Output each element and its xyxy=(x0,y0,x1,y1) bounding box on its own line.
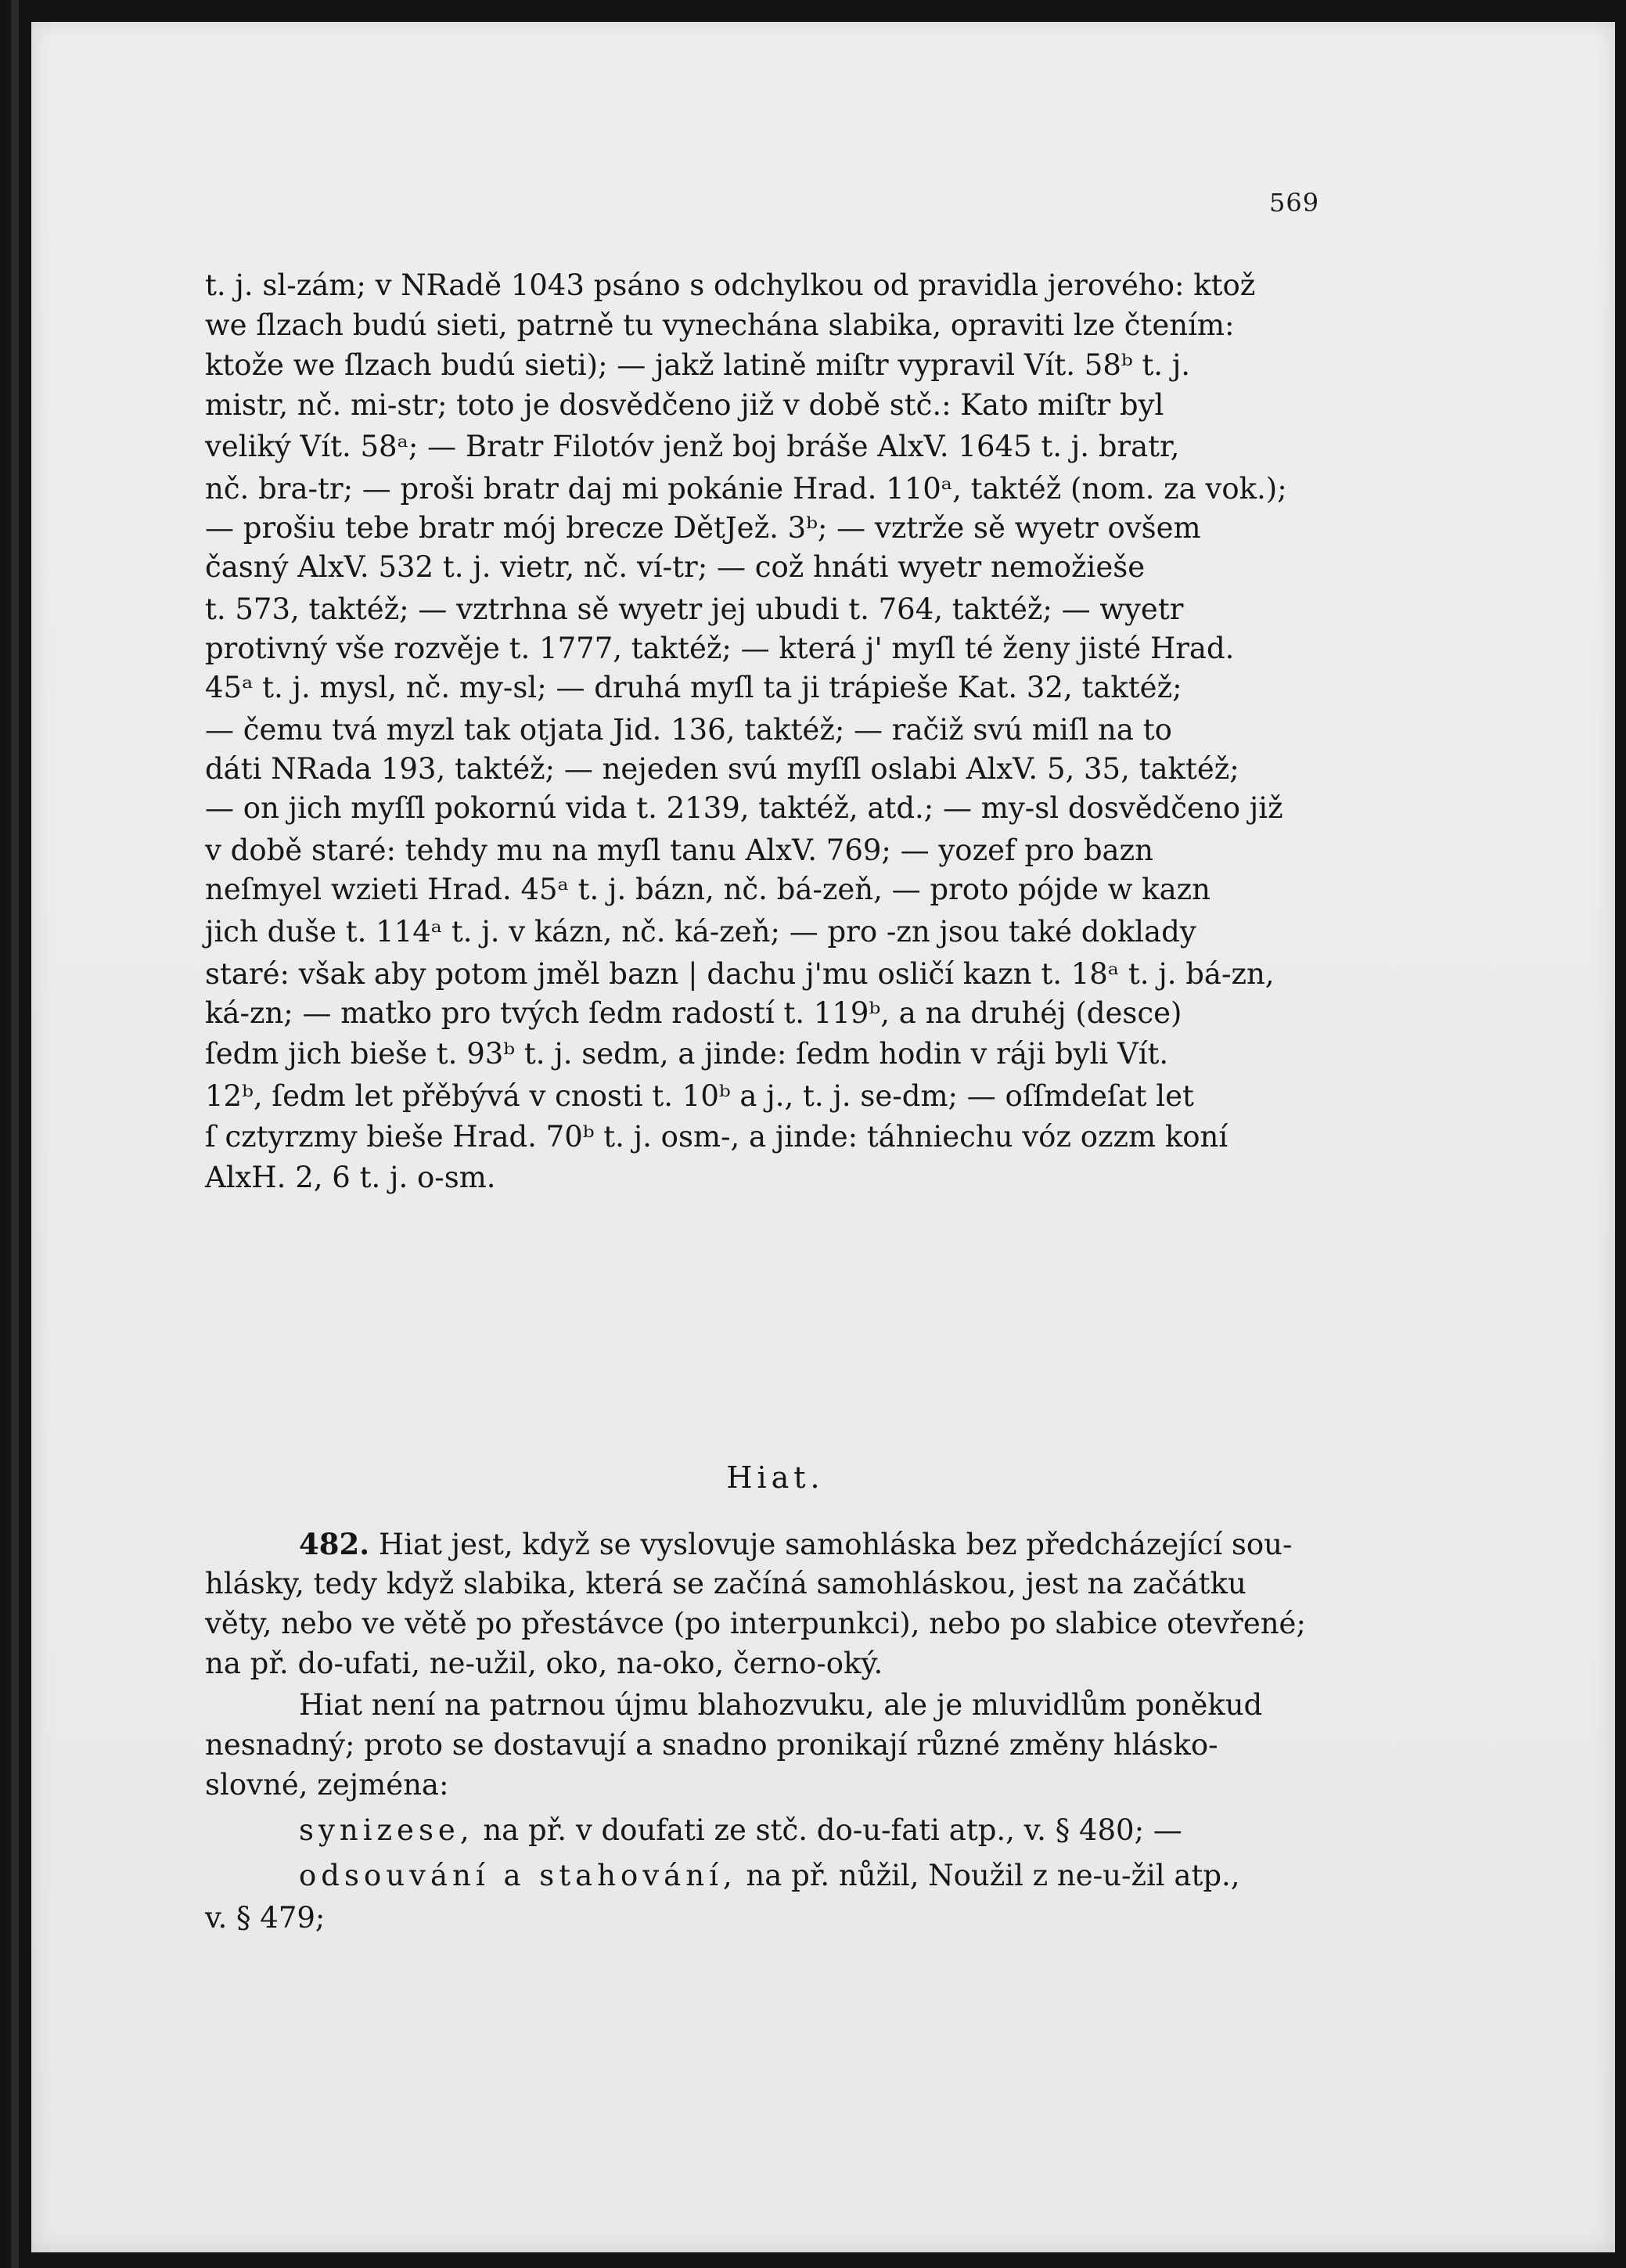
text-line: ká-zn; — matko pro tvých ſedm radostí t. 119ᵇ, a na druhéj (desce) xyxy=(205,996,1182,1030)
text-line: protivný vše rozvěje t. 1777, taktéž; — která j' myſl té ženy jisté Hrad. xyxy=(205,632,1235,665)
text-line: ktože we ſlzach budú sieti); — jakž latině miſtr vypravil Vít. 58ᵇ t. j. xyxy=(205,348,1191,382)
text-line: veliký Vít. 58ᵃ; — Bratr Filotóv jenž boj bráše AlxV. 1645 t. j. bratr, xyxy=(205,430,1180,463)
paragraph-number: 482. xyxy=(299,1527,370,1561)
text-line: v době staré: tehdy mu na myſl tanu AlxV. 769; — yozef pro bazn xyxy=(205,833,1153,867)
section-heading: Hiat. xyxy=(726,1460,825,1495)
text-line: mistr, nč. mi-str; toto je dosvědčeno již v době stč.: Kato miſtr byl xyxy=(205,388,1164,422)
text-line: staré: však aby potom jměl bazn | dachu j'mu osličí kazn t. 18ᵃ t. j. bá-zn, xyxy=(205,957,1275,991)
text-line: časný AlxV. 532 t. j. vietr, nč. ví-tr; — což hnáti wyetr nemožieše xyxy=(205,550,1146,584)
text-line: nesnadný; proto se dostavují a snadno pronikají různé změny hlásko- xyxy=(205,1728,1218,1762)
list-term: odsouvání a stahování, xyxy=(299,1859,737,1892)
text-line: 12ᵇ, ſedm let přěbývá v cnosti t. 10ᵇ a j., t. j. se-dm; — oſſmdeſat let xyxy=(205,1079,1194,1113)
text-line: na př. do-ufati, ne-užil, oko, na-oko, černo-oký. xyxy=(205,1647,883,1680)
text-line: — prošiu tebe bratr mój brecze DětJež. 3ᵇ; — vztrže sě wyetr ovšem xyxy=(205,511,1201,545)
text-line: we ſlzach budú sieti, patrně tu vynechána slabika, opraviti lze čtením: xyxy=(205,308,1235,342)
text-line: slovné, zejména: xyxy=(205,1768,449,1802)
text-line: — čemu tvá myzl tak otjata Jid. 136, taktéž; — račiž svú miſl na to xyxy=(205,713,1172,747)
list-item xyxy=(299,1856,1240,1895)
text-line: neſmyel wzieti Hrad. 45ᵃ t. j. bázn, nč. bá-zeň, — proto pójde w kazn xyxy=(205,873,1211,906)
text-line: ſedm jich bieše t. 93ᵇ t. j. sedm, a jinde: ſedm hodin v ráji byli Vít. xyxy=(205,1037,1169,1071)
list-item xyxy=(299,1811,1182,1850)
text-line: dáti NRada 193, taktéž; — nejeden svú myſſl oslabi AlxV. 5, 35, taktéž; xyxy=(205,752,1239,786)
text-line: věty, nebo ve větě po přestávce (po interpunkci), nebo po slabice otevřené; xyxy=(205,1607,1306,1640)
text-line: Hiat není na patrnou újmu blahozvuku, ale je mluvidlům poněkud xyxy=(299,1688,1263,1722)
list-text: na př. nůžil, Noužil z ne-u-žil atp., xyxy=(736,1859,1240,1892)
text-line xyxy=(299,1525,1292,1564)
text-line: 45ᵃ t. j. mysl, nč. my-sl; — druhá myſl ta ji trápieše Kat. 32, taktéž; xyxy=(205,671,1182,704)
page-number: 569 xyxy=(1269,188,1320,218)
text-line: ſ cztyrzmy bieše Hrad. 70ᵇ t. j. osm-, a jinde: táhniechu vóz ozzm koní xyxy=(205,1120,1228,1154)
text-line: AlxH. 2, 6 t. j. o-sm. xyxy=(205,1161,496,1194)
text-line: jich duše t. 114ᵃ t. j. v kázn, nč. ká-zeň; — pro -zn jsou také doklady xyxy=(205,915,1196,949)
text-line: t. 573, taktéž; — vztrhna sě wyetr jej ubudi t. 764, taktéž; — wyetr xyxy=(205,592,1184,626)
list-text: na př. v doufati ze stč. do-u-fati atp., v. § 480; — xyxy=(473,1813,1182,1847)
book-spine-edge xyxy=(11,0,19,2268)
page-sheet xyxy=(31,22,1615,2252)
text-line: v. § 479; xyxy=(205,1901,326,1935)
text-line: hlásky, tedy když slabika, která se začíná samohláskou, jest na začátku xyxy=(205,1567,1246,1600)
list-term: synizese, xyxy=(299,1813,474,1847)
paragraph-text: Hiat jest, když se vyslovuje samohláska bez předcházející sou- xyxy=(378,1528,1293,1561)
text-line: — on jich myſſl pokornú vida t. 2139, taktéž, atd.; — my-sl dosvědčeno již xyxy=(205,791,1283,825)
text-line: nč. bra-tr; — proši bratr daj mi pokánie Hrad. 110ᵃ, taktéž (nom. za vok.); xyxy=(205,472,1287,506)
text-line: t. j. sl-zám; v NRadě 1043 psáno s odchylkou od pravidla jerového: ktož xyxy=(205,268,1256,302)
